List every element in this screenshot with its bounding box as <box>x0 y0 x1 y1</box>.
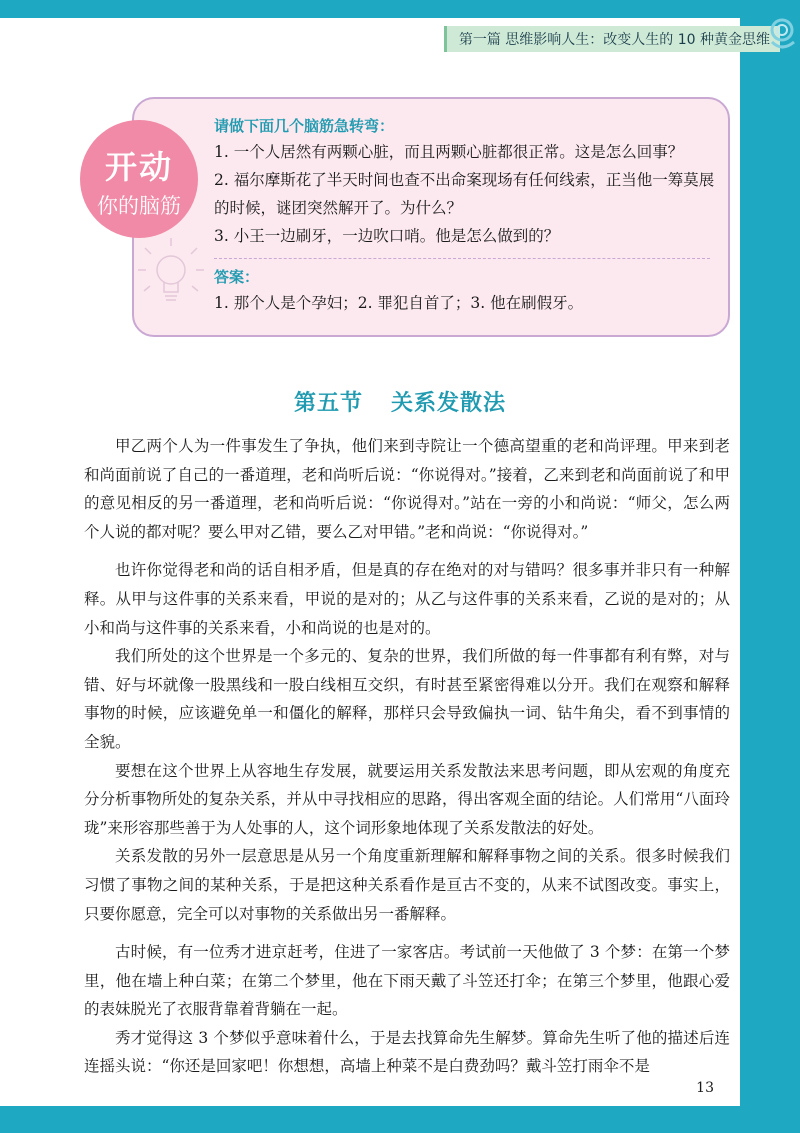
paragraph: 秀才觉得这 3 个梦似乎意味着什么，于是去找算命先生解梦。算命先生听了他的描述后连连摇头说：“你还是回家吧！你想想，高墙上种菜不是白费劲吗？戴斗笠打雨伞不是 <box>84 1028 730 1076</box>
teaser-question: 1. 一个人居然有两颗心脏，而且两颗心脏都很正常。这是怎么回事？ <box>214 143 684 161</box>
swirl-ornament-icon <box>764 16 800 56</box>
paragraph: 古时候，有一位秀才进京赶考，住进了一家客店。考试前一天他做了 3 个梦：在第一个梦里，他在墙上种白菜；在第二个梦里，他在下雨天戴了斗笠还打伞；在第三个梦里，他跟心爱的表妹脱光了衣服背靠着背躺在一起。 <box>84 943 730 1019</box>
chapter-header <box>444 26 780 52</box>
teaser-content <box>214 114 722 317</box>
teaser-badge <box>80 120 198 238</box>
answer-text: 1. 那个人是个孕妇；2. 罪犯自首了；3. 他在刷假牙。 <box>214 294 584 312</box>
teaser-question: 2. 福尔摩斯花了半天时间也查不出命案现场有任何线索，正当他一筹莫展的时候，谜团突然解开了。为什么？ <box>214 171 715 217</box>
lightbulb-icon <box>136 236 206 316</box>
divider <box>214 258 710 259</box>
paragraph: 关系发散的另外一层意思是从另一个角度重新理解和解释事物之间的关系。很多时候我们习惯了事物之间的某种关系，于是把这种关系看作是亘古不变的，从来不试图改变。事实上，只要你愿意，完全可以对事物的关系做出另一番解释。 <box>84 847 730 923</box>
teaser-question: 3. 小王一边刷牙，一边吹口哨。他是怎么做到的？ <box>214 227 560 245</box>
paragraph: 也许你觉得老和尚的话自相矛盾，但是真的存在绝对的对与错吗？很多事并非只有一种解释。从甲与这件事的关系来看，甲说的是对的；从乙与这件事的关系来看，乙说的是对的；从小和尚与这件事的关系来看，小和尚说的也是对的。 <box>84 561 730 637</box>
paragraph: 甲乙两个人为一件事发生了争执，他们来到寺院让一个德高望重的老和尚评理。甲来到老和尚面前说了自己的一番道理，老和尚听后说：“你说得对。”接着，乙来到老和尚面前说了和甲的意见相反的另一番道理，老和尚听后说：“你说得对。”站在一旁的小和尚说：“师父，怎么两个人说的都对呢？要么甲对乙错，要么乙对甲错。”老和尚说：“你说得对。” <box>84 437 730 541</box>
badge-subtitle: 你的脑筋 <box>97 194 181 218</box>
section-name: 关系发散法 <box>391 391 507 416</box>
paragraph: 要想在这个世界上从容地生存发展，就要运用关系发散法来思考问题，即从宏观的角度充分分析事物所处的复杂关系，并从中寻找相应的思路，得出客观全面的结论。人们常用“八面玲珑”来形容那些善于为人处事的人，这个词形象地体现了关系发散法的好处。 <box>84 761 730 837</box>
section-number: 第五节 <box>293 391 363 416</box>
page-number: 13 <box>696 1080 714 1096</box>
paragraph: 我们所处的这个世界是一个多元的、复杂的世界，我们所做的每一件事都有利有弊，对与错、好与坏就像一股黑线和一股白线相互交织，有时甚至紧密得难以分开。我们在观察和解释事物的时候，应该避免单一和僵化的解释，那样只会导致偏执一词、钻牛角尖，看不到事情的全貌。 <box>84 647 730 751</box>
body-text <box>84 432 730 1081</box>
teaser-heading: 请做下面几个脑筋急转弯： <box>214 117 395 135</box>
answer-heading: 答案： <box>214 268 260 286</box>
chapter-title: 第一篇 思维影响人生：改变人生的 10 种黄金思维 <box>458 32 770 48</box>
section-title <box>0 386 800 417</box>
badge-title: 开动 <box>104 148 173 186</box>
